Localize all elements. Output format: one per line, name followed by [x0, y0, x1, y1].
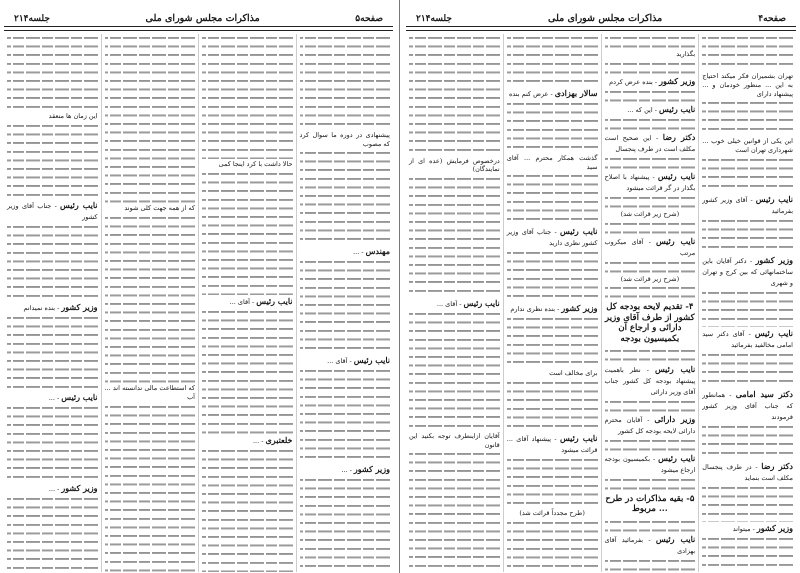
speaker-entry — [605, 104, 696, 115]
speech-text: دکتر آقایان باین ساختمانهائی که بین کرج و تهران و شهری — [702, 257, 793, 288]
text-lines — [7, 404, 98, 481]
separator: - — [642, 415, 655, 424]
text-lines — [507, 249, 598, 302]
speech-text: آقای وزیر کشور بفرمائید — [702, 196, 793, 215]
speaker-entry — [605, 534, 696, 556]
columns — [406, 34, 796, 572]
speaker-entry — [507, 226, 598, 248]
speaker-entry — [702, 255, 793, 288]
text-lines — [605, 60, 696, 75]
text-lines — [7, 314, 98, 391]
speaker-name: نایب رئیس — [659, 103, 696, 114]
text-column — [503, 34, 601, 572]
speaker-name: دکتر سید امامی — [735, 389, 793, 400]
text-lines — [202, 447, 293, 572]
paragraph: آقایان ازاینطرف توجه بکنید این قانون — [409, 432, 500, 449]
separator: - — [744, 329, 755, 338]
separator: - — [750, 524, 757, 533]
speaker-entry — [605, 132, 696, 154]
text-lines — [7, 495, 98, 572]
text-lines — [300, 149, 391, 245]
section-heading: ۴- تقدیم لایحه بودجه کل کشور از طرف آقای وزیر دارائی و ارجاع آن بکمیسیون بودجه — [605, 302, 695, 344]
text-lines — [507, 34, 598, 87]
separator: - — [746, 257, 756, 266]
separator: - — [347, 357, 354, 366]
columns — [4, 34, 393, 572]
text-lines — [605, 437, 696, 452]
separator: - — [747, 196, 756, 204]
speaker-name: وزیر کشور — [755, 255, 793, 266]
text-lines — [702, 34, 793, 71]
section-heading: ۵- بقیه مذاکرات در طرح ... مربوط — [605, 493, 695, 515]
speaker-entry — [7, 302, 98, 313]
speaker-name: وزیر کشور — [353, 464, 390, 475]
separator: - — [548, 89, 555, 98]
text-lines — [507, 172, 598, 225]
text-lines — [202, 170, 293, 295]
paragraph: این زمان ها منعقد — [48, 112, 98, 121]
separator: - — [649, 172, 658, 181]
speaker-entry — [702, 461, 793, 483]
text-lines — [409, 450, 500, 572]
text-lines — [605, 347, 696, 362]
text-column — [198, 34, 296, 572]
text-lines — [7, 122, 98, 199]
speaker-name: وزیر کشور — [61, 482, 98, 493]
text-column — [4, 34, 101, 572]
paragraph: که از همه جهت کلی شوند — [124, 204, 195, 213]
speaker-entry — [605, 236, 696, 258]
text-lines — [702, 423, 793, 460]
separator: - — [725, 391, 736, 400]
text-lines — [409, 310, 500, 432]
speech-text: این صحیح است مکلف است در طرف پنجسال — [604, 133, 696, 153]
speaker-entry — [7, 392, 98, 403]
speaker-entry — [7, 200, 98, 222]
text-lines — [702, 351, 793, 388]
separator: - — [652, 77, 660, 86]
separator: - — [55, 484, 62, 493]
text-lines — [605, 476, 696, 491]
text-lines — [105, 403, 196, 572]
text-lines — [507, 379, 598, 432]
speech-text: میتواند — [732, 524, 751, 533]
speaker-entry — [300, 355, 391, 366]
text-column — [698, 34, 796, 572]
text-lines — [605, 194, 696, 209]
speech-text: بنده نظری ندارم — [510, 305, 556, 313]
speaker-entry — [605, 171, 696, 193]
text-lines — [507, 456, 598, 509]
speaker-entry — [605, 414, 696, 436]
separator: - — [347, 466, 354, 475]
speaker-name: خلعتبری — [265, 434, 293, 445]
speaker-entry — [702, 194, 793, 216]
speech-text: ... — [48, 394, 55, 403]
separator: - — [651, 133, 663, 142]
speaker-name: وزیر کشور — [61, 301, 98, 312]
separator: - — [551, 434, 560, 443]
speaker-entry — [702, 389, 793, 422]
speaker-name: دکتر رضا — [662, 131, 696, 142]
page-header — [406, 0, 796, 24]
speech-text: ... — [353, 248, 360, 257]
text-lines — [300, 258, 391, 354]
separator: - — [650, 454, 659, 463]
separator: - — [652, 105, 660, 114]
text-lines — [605, 155, 696, 170]
separator: - — [751, 463, 762, 472]
speaker-name: نایب رئیس — [658, 452, 696, 463]
separator: - — [54, 394, 62, 403]
separator: - — [55, 303, 62, 312]
paragraph: که استطاعت مالی ندانسته اند ... آب — [104, 384, 195, 401]
paragraph: برای مخالف است — [549, 368, 598, 377]
speech-text: همانطور که جناب آقای وزیر کشور فرمودند — [702, 391, 793, 422]
speaker-name: وزیر کشور — [659, 75, 696, 86]
speech-text: ... — [48, 484, 56, 493]
text-lines — [507, 315, 598, 368]
speaker-name: نایب رئیس — [657, 170, 696, 181]
speech-text: ... — [252, 436, 260, 445]
page-number: صفحه۴ — [758, 14, 786, 24]
speaker-name: وزیر دارائی — [654, 413, 696, 424]
text-lines — [300, 476, 391, 572]
paragraph: تهران بشمیران فکر میکند احتیاج به این ... منظور خودمان و ... پیشنهاد دارای — [702, 72, 793, 98]
text-lines — [702, 484, 793, 521]
text-lines — [605, 220, 696, 235]
speech-text: آقای ... — [327, 357, 348, 366]
separator: - — [51, 202, 61, 211]
newspaper-page-right — [400, 0, 800, 573]
speaker-entry — [507, 88, 598, 99]
procedural-note: (شرح زیر قرائت شد) — [620, 274, 680, 283]
text-lines — [202, 34, 293, 159]
speaker-name: سالار بهزادی — [554, 87, 598, 98]
speech-text: بفرمائید آقای بهزادی — [604, 535, 696, 555]
speaker-entry — [409, 298, 500, 309]
speaker-name: نایب رئیس — [560, 226, 598, 237]
speaker-entry — [202, 435, 293, 446]
text-lines — [507, 519, 598, 572]
procedural-note: (شرح زیر قرائت شد) — [620, 210, 680, 219]
separator: - — [640, 365, 655, 374]
speech-text: جناب آقای وزیر کشور نظری دارید — [506, 228, 598, 248]
text-lines — [605, 518, 696, 533]
text-lines — [300, 367, 391, 463]
speech-text: عرض کنم بنده — [508, 89, 549, 98]
text-lines — [605, 284, 696, 299]
page-number: صفحه۵ — [355, 14, 383, 24]
text-lines — [702, 289, 793, 326]
speaker-entry — [605, 364, 696, 397]
speaker-name: نایب رئیس — [353, 355, 390, 366]
text-lines — [702, 217, 793, 254]
speech-text: بکمیسیون بودجه ارجاع میشود — [604, 454, 696, 474]
text-lines — [409, 34, 500, 156]
speaker-entry — [702, 328, 793, 350]
speech-text: این که ... — [627, 105, 653, 114]
speech-text: پیشنهاد با اصلاح بگذار در گر قرائت میشود — [604, 172, 696, 192]
paragraph: این یکی از قوانین خیلی خوب ... شهرداری تهران است — [702, 137, 793, 155]
separator: - — [643, 237, 656, 246]
page-header — [4, 0, 393, 24]
paragraph: درخصوص فرمایش (عده ای از نمایندگان) — [409, 156, 500, 174]
text-lines — [605, 34, 696, 49]
procedural-note: (طرح مجدداً قرائت شد) — [519, 509, 585, 518]
publication-title: مذاکرات مجلس شورای ملی — [145, 13, 260, 24]
speech-text: نظر باهمیت پیشنهاد بودجه کل کشور جناب آقای وزیر دارائی — [604, 365, 696, 396]
speaker-entry — [507, 303, 598, 314]
text-lines — [300, 34, 391, 130]
speech-text: آقای ... — [436, 299, 458, 308]
text-column — [101, 34, 199, 572]
speaker-entry — [7, 483, 98, 494]
speech-text: پیشنهاد آقای ... قرائت میشود — [506, 434, 598, 454]
speaker-name: نایب رئیس — [256, 296, 293, 307]
text-lines — [702, 156, 793, 193]
text-lines — [409, 175, 500, 297]
session-number: جلسه۲۱۴ — [14, 14, 50, 24]
session-number: جلسه۲۱۴ — [416, 14, 452, 24]
text-column — [406, 34, 503, 572]
speaker-name: دکتر رضا — [761, 461, 793, 472]
speaker-name: نایب رئیس — [755, 194, 793, 204]
speech-text: جناب آقای وزیر کشور — [7, 202, 98, 222]
separator: - — [249, 298, 257, 307]
speech-text: بنده نمیدانم — [23, 303, 56, 312]
header-rule — [4, 26, 393, 31]
text-lines — [605, 557, 696, 572]
speaker-name: وزیر کشور — [756, 522, 793, 533]
separator: - — [643, 535, 656, 544]
speaker-entry — [300, 464, 391, 475]
speech-text: آقایان محترم دارائی لایحه بودجه کل کشور — [604, 415, 696, 435]
speech-text: آقای ... — [229, 298, 250, 307]
publication-title: مذاکرات مجلس شورای ملی — [548, 13, 663, 24]
speaker-entry — [300, 246, 391, 257]
speaker-name: وزیر کشور — [561, 303, 598, 313]
text-lines — [105, 214, 196, 383]
speaker-name: نایب رئیس — [655, 533, 696, 544]
text-lines — [507, 100, 598, 153]
speaker-entry — [702, 523, 793, 534]
paragraph: گذشت همکار محترم ... آقای سید — [506, 153, 598, 171]
text-lines — [7, 223, 98, 300]
text-lines — [605, 259, 696, 274]
paragraph: پیشنهادی در دوره ما سوال کرد که مصوب — [299, 130, 390, 148]
speaker-entry — [202, 296, 293, 307]
speaker-name: نایب رئیس — [61, 392, 98, 403]
speech-text: در طرف پنجسال مکلف است بنماید — [702, 463, 793, 483]
separator: - — [359, 248, 366, 257]
separator: - — [551, 228, 560, 237]
header-rule — [406, 26, 796, 31]
separator: - — [259, 436, 266, 445]
speaker-name: مهندس — [365, 246, 390, 257]
text-column — [296, 34, 394, 572]
speaker-entry — [605, 76, 696, 87]
speaker-name: نایب رئیس — [559, 432, 598, 443]
text-lines — [105, 34, 196, 203]
text-lines — [605, 116, 696, 131]
text-lines — [7, 34, 98, 111]
speaker-name: نایب رئیس — [754, 327, 793, 338]
speech-text: بنده عرض کردم — [609, 77, 653, 86]
speaker-entry — [605, 453, 696, 475]
speaker-entry — [507, 433, 598, 455]
speaker-name: نایب رئیس — [60, 200, 98, 211]
separator: - — [457, 299, 464, 308]
text-column — [601, 34, 699, 572]
paragraph: بگذارید — [676, 50, 696, 59]
text-lines — [202, 308, 293, 433]
speech-text: آقای دکتر سید امامی مخالفید بفرمائید — [702, 329, 793, 349]
paragraph: حالا داشت با کرد اینجا کمی — [218, 160, 293, 169]
speaker-name: نایب رئیس — [655, 235, 696, 246]
speech-text: ... — [341, 466, 348, 475]
text-lines — [702, 99, 793, 136]
speaker-name: نایب رئیس — [463, 297, 500, 308]
speech-text: آقای میکروب مرتب — [604, 237, 696, 257]
text-lines — [605, 88, 696, 103]
speaker-name: نایب رئیس — [654, 363, 696, 374]
text-lines — [702, 535, 793, 572]
separator: - — [555, 305, 562, 313]
text-lines — [605, 398, 696, 413]
